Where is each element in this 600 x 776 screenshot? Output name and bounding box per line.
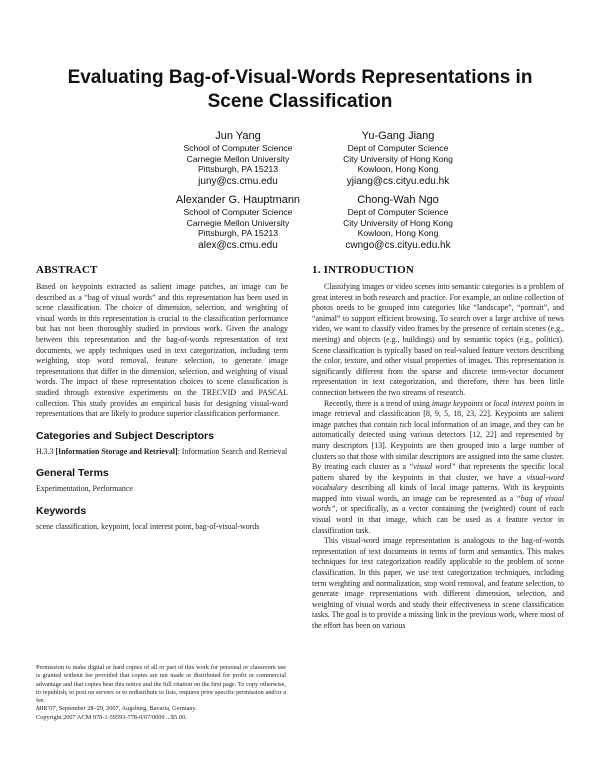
- author-affiliation: City University of Hong Kong: [343, 217, 453, 228]
- introduction-heading: 1. INTRODUCTION: [312, 264, 415, 276]
- intro-paragraph-1: Classifying images or video scenes into semantic categories is a problem of great interest in both research and practice. For example, an online collection of photos needs to be grouped into categories like “landscape”, “portrait”, and “animal” to support efficient browsing. To search over a large archive of news video, we want to classify video frames by the presence of certain scenes (e.g., meeting) and objects (e.g., buildings) and by semantic topics (e.g., politics). Scene classification is typically based on real-valued feature vectors describing the color, texture, and other visual properties of images. This representation is significantly different from the sparse and discrete term-vector document representation in text categorization, and therefore, there has been little connection between the two streams of research.: [312, 282, 564, 397]
- author-affiliation: School of Computer Science: [183, 207, 293, 217]
- permission-footnote: [36, 664, 286, 722]
- general-terms-text: Experimentation, Performance: [36, 484, 133, 494]
- author-affiliation: Carnegie Mellon University: [186, 217, 290, 228]
- author-affiliation: Dept of Computer Science: [347, 143, 449, 153]
- author-affiliation: Dept of Computer Science: [347, 207, 449, 217]
- category-rest: : Information Search and Retrieval: [177, 446, 288, 456]
- author-email: juny@cs.cmu.edu: [198, 175, 278, 187]
- abstract-heading: ABSTRACT: [36, 264, 98, 276]
- author-affiliation: City University of Hong Kong: [343, 153, 453, 164]
- paper-title: Evaluating Bag-of-Visual-Words Representations in Scene Classification: [67, 67, 533, 112]
- copyright-line: Copyright 2007 ACM 978-1-59593-778-0/07/0009 ...$5.00.: [36, 713, 187, 721]
- abstract-text: Based on keypoints extracted as salient image patches, an image can be described as a “bag of visual words” and this representation has been used in scene classification. The choice of dimension, selection, and weighting of visual words in this representation is crucial to the classification performance but has not been thoroughly studied in previous work. Given the analogy between this representation and the bag-of-words representation of text documents, we apply techniques used in text categorization, including term weighting, stop word removal, feature selection, to generate image representations that differ in the dimension, selection, and weighting of visual words. The impact of these representation choices to scene classification is studied through extensive experiments on the TRECVID and PASCAL collection. This study provides an empirical basis for designing visual-word representations that are likely to produce superior classification performance.: [36, 282, 288, 419]
- author-block-2: [328, 130, 468, 188]
- keywords-text: scene classification, keypoint, local interest point, bag-of-visual-words: [36, 521, 260, 531]
- categories-heading: Categories and Subject Descriptors: [36, 429, 214, 442]
- category-code: H.3.3: [36, 446, 54, 456]
- author-name: Jun Yang: [215, 130, 261, 142]
- venue-details: September 28–29, 2007, Augsburg, Bavaria, Germany.: [57, 705, 197, 713]
- venue-line: [36, 705, 286, 713]
- author-address: Pittsburgh, PA 15213: [197, 164, 279, 174]
- venue-name: MIR’07,: [36, 705, 58, 713]
- intro-paragraph-3: This visual-word image representation is analogous to the bag-of-words representation of text documents in terms of form and semantics. This makes techniques for text categorization readily applicable to the problem of scene classification. In this paper, we use text categorization techniques, including term weighting and normalization, stop word removal, and feature selection, to generate image representations with different dimension, selection, and weighting of visual words and study their effectiveness in scene classification tasks. The goal is to provide a missing link in the previous work, where most of the effort has been on various: [312, 536, 564, 630]
- author-address: Kowloon, Hong Kong: [357, 164, 439, 174]
- right-column: [312, 264, 564, 632]
- author-block-1: [168, 130, 308, 188]
- author-name: Chong-Wah Ngo: [357, 194, 439, 206]
- left-column: [36, 264, 288, 533]
- category-label: [Information Storage and Retrieval]: [55, 446, 178, 456]
- author-affiliation: School of Computer Science: [183, 143, 293, 153]
- author-name: Alexander G. Hauptmann: [175, 194, 301, 206]
- keywords-heading: Keywords: [36, 504, 87, 517]
- author-address: Kowloon, Hong Kong: [357, 228, 439, 238]
- author-affiliation: Carnegie Mellon University: [186, 153, 290, 164]
- author-block-4: [328, 194, 468, 252]
- author-block-3: [168, 194, 308, 252]
- author-name: Yu-Gang Jiang: [361, 130, 435, 142]
- author-address: Pittsburgh, PA 15213: [197, 228, 279, 238]
- permission-text: Permission to make digital or hard copies of all or part of this work for personal or classroom use is granted without fee provided that copies are not made or distributed for profit or commercial advantage and that copies bear this notice and the full citation on the first page. To copy otherwise, to republish, to post on servers or to redistribute to lists, requires prior specific permission and/or a fee.: [36, 664, 286, 705]
- author-email: yjiang@cs.cityu.edu.hk: [346, 175, 450, 187]
- general-terms-heading: General Terms: [36, 467, 109, 480]
- categories-text: [36, 447, 288, 458]
- author-email: alex@cs.cmu.edu: [198, 239, 278, 251]
- author-email: cwngo@cs.cityu.edu.hk: [345, 239, 451, 251]
- intro-paragraph-2: Recently, there is a trend of using image keypoints or local interest points in image retrieval and classification [8, 9, 5, 18, 23, 22]. Keypoints are salient image patches that contain rich local information of an image, and they can be automatically detected using various detectors [12, 22] and represented by many descriptors [13]. Keypoints are then grouped into a large number of clusters so that those with similar descriptors are assigned into the same cluster. By treating each cluster as a “visual word” that represents the specific local pattern shared by the keypoints in that cluster, we have a visual-word vocabulary describing all kinds of local image patterns. With its keypoints mapped into visual words, an image can be represented as a “bag of visual words”, or specifically, as a vector containing the (weighted) count of each visual word in that image, which can be used as a feature vector in classification task.: [312, 398, 565, 535]
